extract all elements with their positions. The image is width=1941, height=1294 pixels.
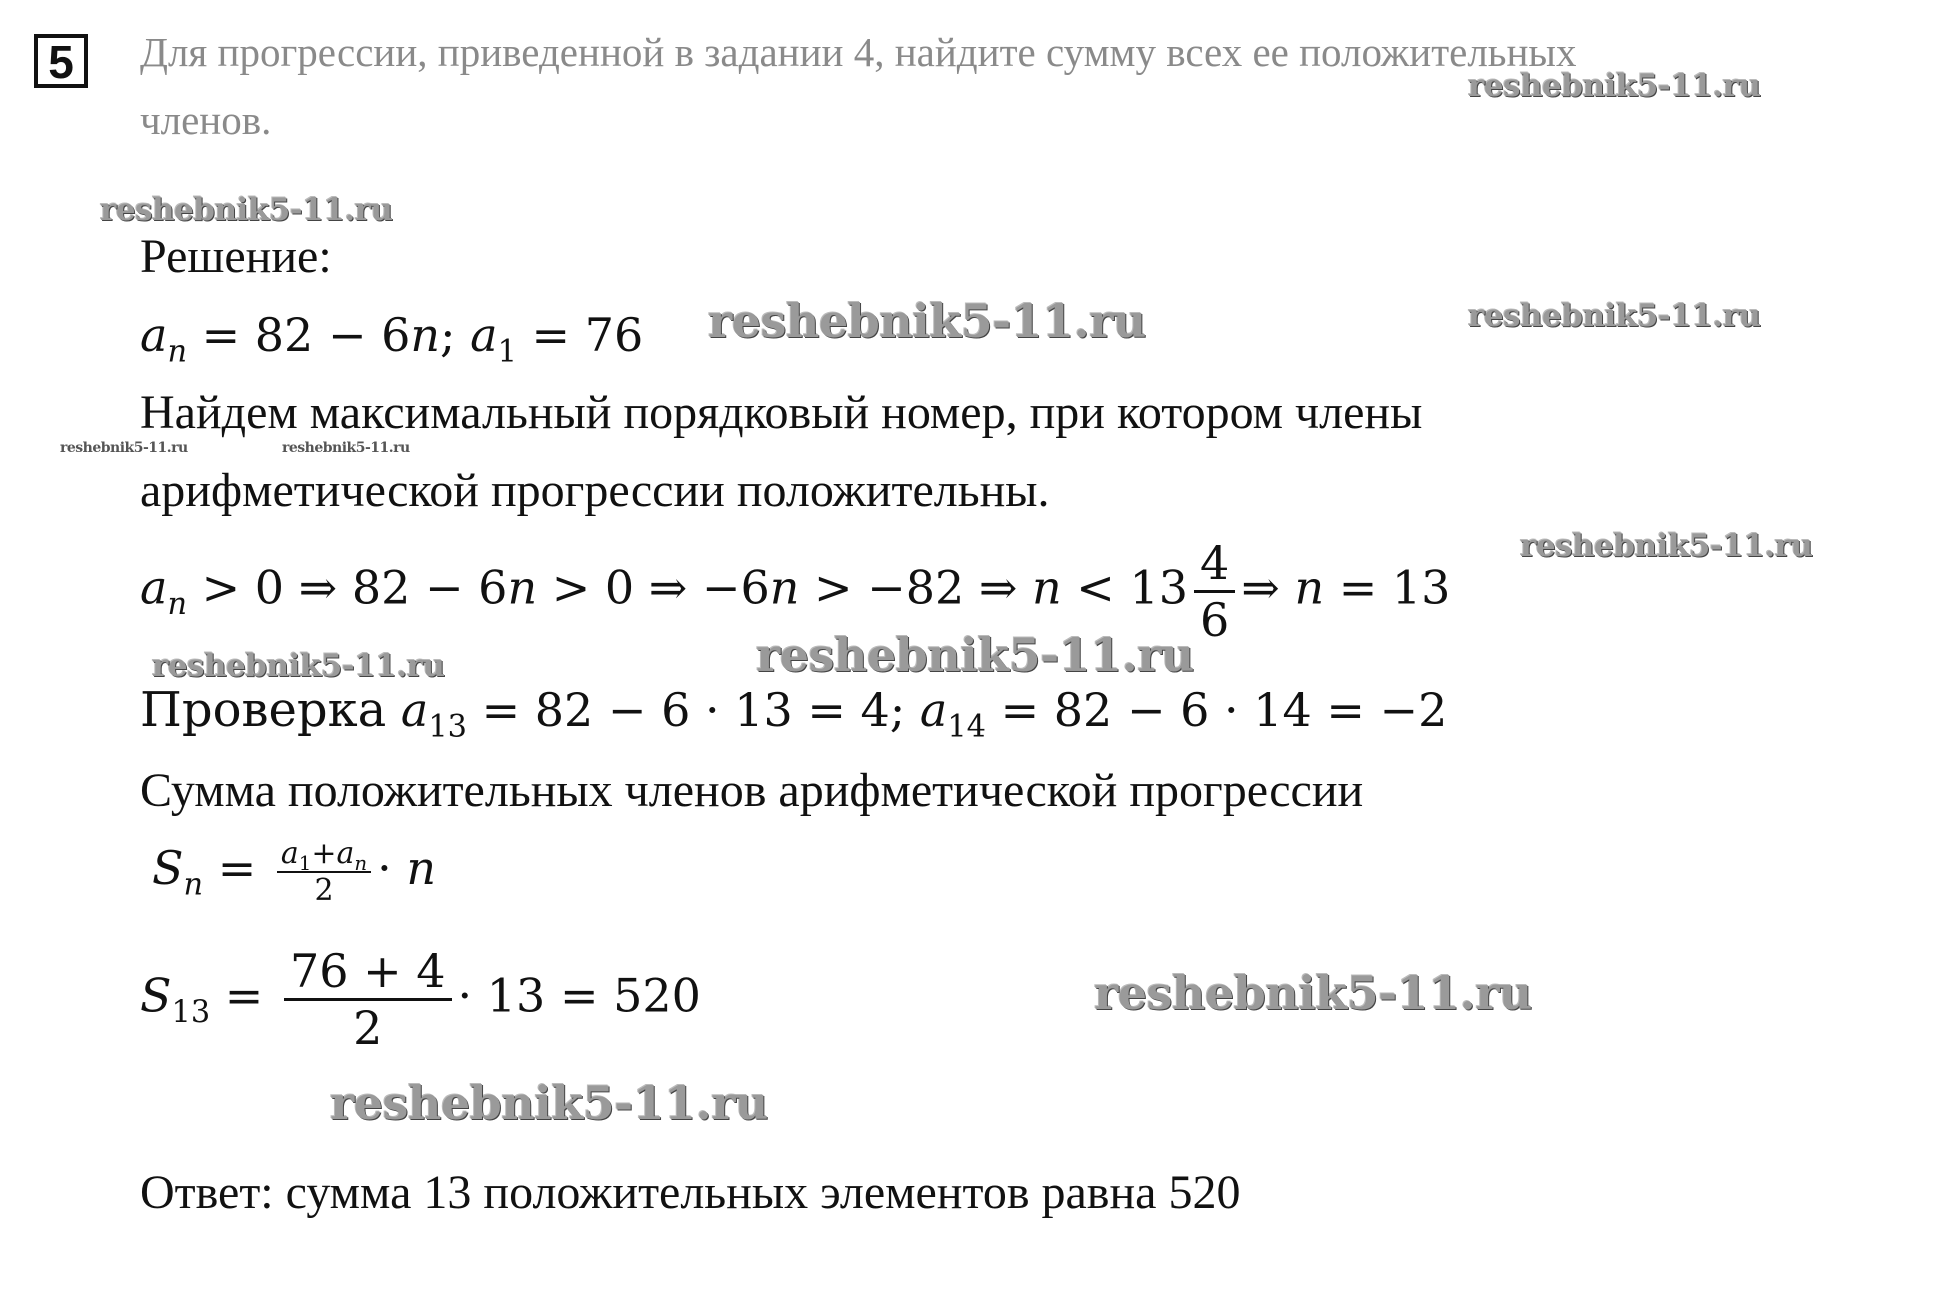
watermark: reshebnik5-11.ru xyxy=(282,440,410,456)
watermark: reshebnik5-11.ru xyxy=(60,440,188,456)
fraction-76-plus-4-over-2: $\frac{76 + 4}{2}$ xyxy=(284,944,452,1055)
answer-line: Ответ: сумма 13 положительных элементов равна 520 xyxy=(140,1166,1241,1219)
task-number-box: 5 xyxy=(34,34,88,88)
watermark: reshebnik5-11.ru xyxy=(756,628,1194,682)
check-word: Проверка xyxy=(140,682,387,738)
formula-an: $a_n = 82 - 6n$; $a_1 = 76$ xyxy=(140,308,644,370)
watermark: reshebnik5-11.ru xyxy=(1520,528,1813,564)
solution-heading: Решение: xyxy=(140,230,332,283)
task-prompt-line-1: Для прогрессии, приведенной в задании 4, найдите сумму всех ее положительных xyxy=(140,29,1577,75)
task-prompt-line-2: членов. xyxy=(140,97,272,143)
sum-text: Сумма положительных членов арифметической прогрессии xyxy=(140,764,1364,817)
check-line: Проверка $a_{13} = 82 - 6 \cdot 13 = 4$; $a_{14} = 82 - 6 \cdot 14 = -2$ xyxy=(140,682,1448,745)
fraction-4-6: $\frac{4}{6}$ xyxy=(1194,536,1235,647)
fraction-a1-an-over-2: $\frac{a_1+a_n}{2}$ xyxy=(277,836,371,908)
watermark: reshebnik5-11.ru xyxy=(1094,966,1532,1020)
watermark: reshebnik5-11.ru xyxy=(1468,68,1761,104)
watermark: reshebnik5-11.ru xyxy=(100,192,393,228)
find-line-1: Найдем максимальный порядковый номер, при котором члены xyxy=(140,386,1423,439)
inequality-chain: $a_n > 0$ ⇒ 82 − 6n > 0 ⇒ −6n > −82 ⇒ n < 13 $\frac{4}{6}$ ⇒ n = 13 xyxy=(140,536,1451,647)
sum-formula: $S_n$ = $\frac{a_1+a_n}{2}$ · n xyxy=(152,836,437,908)
watermark: reshebnik5-11.ru xyxy=(152,648,445,684)
watermark: reshebnik5-11.ru xyxy=(1468,298,1761,334)
find-line-2: арифметической прогрессии положительны. xyxy=(140,464,1050,517)
s13-computation: $S_{13}$ = $\frac{76 + 4}{2}$ · 13 = 520 xyxy=(140,944,701,1055)
watermark: reshebnik5-11.ru xyxy=(708,294,1146,348)
watermark: reshebnik5-11.ru xyxy=(330,1076,768,1130)
